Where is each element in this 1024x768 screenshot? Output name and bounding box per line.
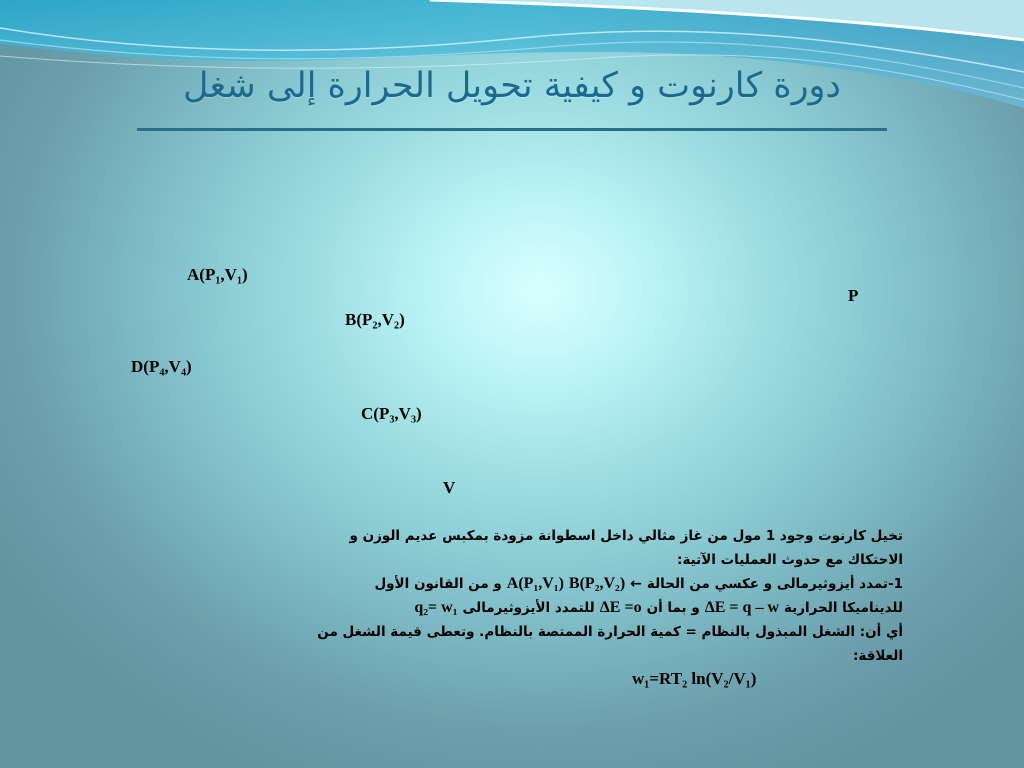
thermodynamics-text: للديناميكا الحرارية <box>784 600 903 616</box>
body-line-5 <box>283 620 903 644</box>
q2-equals-w1: q₂= w₁ <box>414 599 458 616</box>
axis-label-v: V <box>443 478 456 497</box>
left-arrow-icon: ← <box>630 576 642 592</box>
delta-e-zero: ΔE =o <box>599 599 642 616</box>
body-line-2-text: الاحتكاك مع حدوث العمليات الآتية: <box>677 552 903 568</box>
body-line-1-text: تخيل كارنوت وجود 1 مول من غاز مثالي داخل اسطوانة مزودة بمكبس عديم الوزن و <box>349 528 903 544</box>
since-text: و بما أن <box>646 600 700 616</box>
body-line-3 <box>283 572 903 596</box>
first-law-text: و من القانون الأول <box>374 576 502 592</box>
first-law-equation: ΔE = q – w <box>704 599 779 616</box>
title-underline <box>137 128 887 131</box>
slide-title: دورة كارنوت و كيفية تحويل الحرارة إلى شغل <box>183 66 841 106</box>
step1-state-b: B(P₂,V₂) <box>568 575 626 592</box>
body-line-6 <box>283 644 903 668</box>
body-text <box>283 524 903 668</box>
state-label-d: D(P₄,V₄) <box>131 357 192 376</box>
axis-label-p: P <box>848 286 859 305</box>
state-label-a: A(P₁,V₁) <box>187 265 248 284</box>
body-line-5-text: أي أن: الشغل المبذول بالنظام = كمية الحرارة الممتصة بالنظام. وتعطى قيمة الشغل من <box>317 624 903 640</box>
body-line-2 <box>283 548 903 572</box>
isothermal-expansion-text: للتمدد الأيزوثيرمالى <box>462 600 595 616</box>
work-formula: w₁=RT₂ ln(V₂/V₁) <box>632 669 757 688</box>
step1-state-a: A(P₁,V₁) <box>506 575 564 592</box>
state-label-b: B(P₂,V₂) <box>345 310 405 329</box>
body-line-6-text: العلاقة: <box>853 648 903 664</box>
step1-description: 1-تمدد أيزوثيرمالى و عكسي من الحالة <box>646 576 903 592</box>
body-line-1 <box>283 524 903 548</box>
body-line-4 <box>283 596 903 620</box>
state-label-c: C(P₃,V₃) <box>361 404 422 423</box>
